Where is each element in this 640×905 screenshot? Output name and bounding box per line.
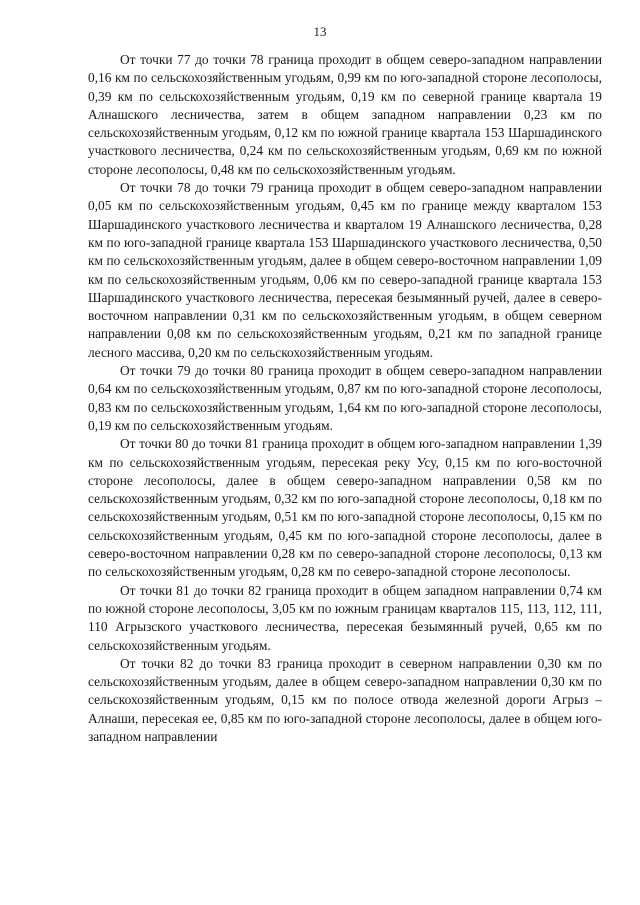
paragraph-81-82: От точки 81 до точки 82 граница проходит в общем западном направлении 0,74 км по южной стороне лесополосы, 3,05 км по южным границам кварталов 115, 113, 112, 111, 110 Агрызского участкового лесничества, пересекая безымянный ручей, 0,65 км по сельскохозяйственным угодьям. [88, 582, 602, 653]
paragraph-82-83: От точки 82 до точки 83 граница проходит в северном направлении 0,30 км по сельскохозяйственным угодьям, далее в общем северо-западном направлении 0,30 км по сельскохозяйственным угодьям, 0,15 км по полосе отвода железной дороги Агрыз – Алнаши, пересекая ее, 0,85 км по юго-западной стороне лесополосы, далее в общем юго-западном направлении [88, 655, 602, 744]
document-body [88, 51, 602, 746]
paragraph-78-79: От точки 78 до точки 79 граница проходит в общем северо-западном направлении 0,05 км по сельскохозяйственным угодьям, 0,45 км по границе между кварталом 153 Шаршадинского участкового лесничества и кварталом 19 Алнашского лесничества, 0,28 км по юго-западной границе квартала 153 Шаршадинского участкового лесничества, 0,50 км по сельскохозяйственным угодьям, далее в общем северо-восточном направлении 1,09 км по сельскохозяйственным угодьям, 0,06 км по северо-западной границе квартала 153 Шаршадинского участкового лесничества, пересекая безымянный ручей, далее в северо-восточном направлении 0,31 км по сельскохозяйственным угодьям, в общем северном направлении 0,08 км по сельскохозяйственным угодьям, 0,21 км по западной границе лесного массива, 0,20 км по сельскохозяйственным угодьям. [88, 180, 602, 360]
page-number: 13 [313, 24, 327, 39]
paragraph-80-81: От точки 80 до точки 81 граница проходит в общем юго-западном направлении 1,39 км по сельскохозяйственным угодьям, пересекая реку Усу, 0,15 км по юго-восточной стороне лесополосы, далее в общем северо-западном направлении 0,58 км по сельскохозяйственным угодьям, 0,32 км по юго-западной стороне лесополосы, 0,18 км по сельскохозяйственным угодьям, 0,51 км по юго-западной стороне лесополосы, 0,15 км по сельскохозяйственным угодьям, 0,45 км по юго-западной стороне лесополосы, далее в северо-восточном направлении 0,28 км по северо-западной стороне лесополосы, 0,13 км по сельскохозяйственным угодьям, 0,28 км по северо-западной стороне лесополосы. [88, 436, 602, 580]
paragraph-79-80: От точки 79 до точки 80 граница проходит в общем северо-западном направлении 0,64 км по сельскохозяйственным угодьям, 0,87 км по юго-западной стороне лесополосы, 0,83 км по сельскохозяйственным угодьям, 1,64 км по юго-западной стороне лесополосы, 0,19 км по сельскохозяйственным угодьям. [88, 363, 602, 433]
paragraph-77-78: От точки 77 до точки 78 граница проходит в общем северо-западном направлении 0,16 км по сельскохозяйственным угодьям, 0,99 км по юго-западной стороне лесополосы, 0,39 км по сельскохозяйственным угодьям, 0,19 км по северной границе квартала 19 Алнашского лесничества, затем в общем западном направлении 0,23 км по сельскохозяйственным угодьям, 0,12 км по южной границе квартала 153 Шаршадинского участкового лесничества, 0,24 км по сельскохозяйственным угодьям, 0,69 км по южной стороне лесополосы, 0,48 км по сельскохозяйственным угодьям. [88, 52, 602, 177]
